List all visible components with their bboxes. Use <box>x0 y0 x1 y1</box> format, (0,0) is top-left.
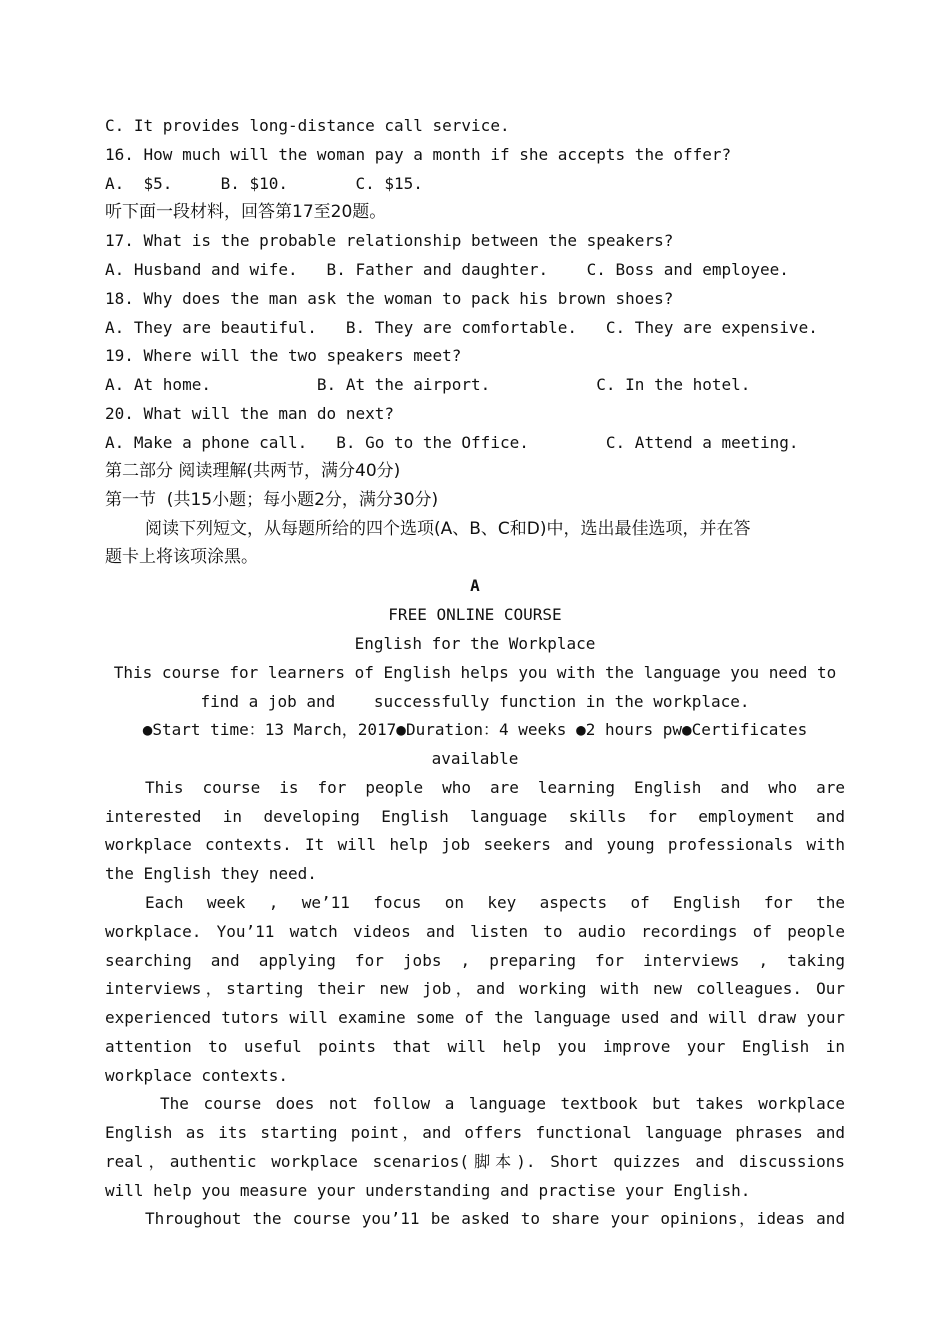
p2-line5: experienced tutors will examine some of the language used and will draw your <box>105 1008 845 1027</box>
q16-options: A. $5. B. $10. C. $15. <box>105 174 423 193</box>
question-18: 18. Why does the man ask the woman to pack his brown shoes? <box>105 289 674 308</box>
instruction-17-20: 听下面一段材料，回答第17至20题。 <box>105 202 387 222</box>
course-details-line2: available <box>431 749 519 768</box>
q19-options: A. At home. B. At the airport. C. In the hotel. <box>105 375 751 394</box>
p2-line7: workplace contexts. <box>105 1066 289 1085</box>
p2-line3: searching and applying for jobs , preparing for interviews , taking <box>105 951 845 970</box>
question-19: 19. Where will the two speakers meet? <box>105 346 462 365</box>
q18-options: A. They are beautiful. B. They are comfortable. C. They are expensive. <box>105 318 818 337</box>
p4-line1: Throughout the course you’11 be asked to share your opinions，ideas and <box>145 1209 845 1228</box>
part-two-title: 第二部分 阅读理解(共两节，满分40分) <box>105 461 401 481</box>
p1-line3: workplace contexts. It will help job seekers and young professionals with <box>105 835 845 854</box>
p1-line2: interested in developing English language skills for employment and <box>105 807 845 826</box>
section-one-title: 第一节 (共15小题；每小题2分，满分30分) <box>105 490 439 510</box>
p3-line2: English as its starting point，and offers functional language phrases and <box>105 1123 845 1142</box>
course-subtitle: English for the Workplace <box>354 634 596 653</box>
p3-line1: The course does not follow a language textbook but takes workplace <box>160 1094 845 1113</box>
p2-line6: attention to useful points that will help you improve your English in <box>105 1037 845 1056</box>
p2-line4: interviews，starting their new job，and working with new colleagues. Our <box>105 979 845 998</box>
p1-line1: This course is for people who are learning English and who are <box>145 778 845 797</box>
p2-line2: workplace. You’11 watch videos and listen to audio recordings of people <box>105 922 845 941</box>
q20-options: A. Make a phone call. B. Go to the Office. C. Attend a meeting. <box>105 433 799 452</box>
course-intro-line2: find a job and successfully function in the workplace. <box>200 692 750 711</box>
q17-options: A. Husband and wife. B. Father and daughter. C. Boss and employee. <box>105 260 789 279</box>
reading-instruction-line1: 阅读下列短文，从每题所给的四个选项(A、B、C和D)中，选出最佳选项，并在答 <box>145 519 751 539</box>
reading-instruction-line2: 题卡上将该项涂黑。 <box>105 547 258 567</box>
course-intro-line1: This course for learners of English helps you with the language you need to <box>113 663 837 682</box>
p1-line4: the English they need. <box>105 864 317 883</box>
q15-option-c: C. It provides long-distance call service. <box>105 116 510 135</box>
question-17: 17. What is the probable relationship between the speakers? <box>105 231 674 250</box>
course-details-line1: ●Start time：13 March，2017●Duration：4 weeks ●2 hours pw●Certificates <box>142 720 808 739</box>
p3-line3: real，authentic workplace scenarios(脚本). Short quizzes and discussions <box>105 1152 845 1171</box>
course-title: FREE ONLINE COURSE <box>388 605 562 624</box>
p3-line4: will help you measure your understanding and practise your English. <box>105 1181 751 1200</box>
p2-line1: Each week , we’11 focus on key aspects of English for the <box>145 893 845 912</box>
passage-label: A <box>470 576 480 595</box>
question-20: 20. What will the man do next? <box>105 404 394 423</box>
question-16: 16. How much will the woman pay a month if she accepts the offer? <box>105 145 732 164</box>
